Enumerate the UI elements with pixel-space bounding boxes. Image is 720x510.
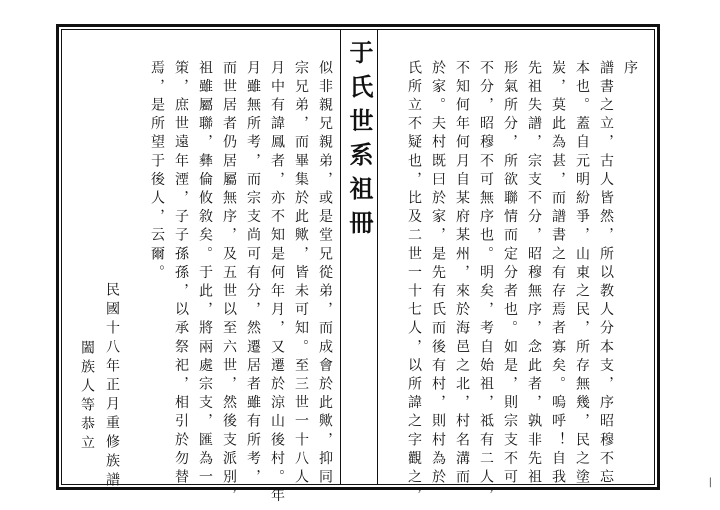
text-column: 本也。蓋自元明紛爭，山東之民，所存無幾，民之塗 [574,60,590,488]
text-column: 宗兄弟，而畢集於此歟，皆未可知。至三世一十八人 [293,60,309,488]
text-column: 形氣所分，所欲聯情而定分者也。如是，則宗支不可 [502,60,518,488]
text-column: 先祖失譜，宗支不分，昭穆無序，念此者，孰非先祖 [526,60,542,488]
text-column: 譜書之立，古人皆然，所以教人分本支，序昭穆不忘 [598,60,614,488]
text-column: 炭，莫此為甚，而譜書之有存焉者寡矣。嗚呼！自我 [550,60,566,488]
text-column: 不知何年何月自某府某州，來於海邑之北，村名溝而 [454,60,470,488]
text-column: 似非親兄親弟，或是堂兄從弟，而成會於此歟，抑同 [317,60,333,488]
page-mark: | [708,477,712,488]
text-column: 不分，昭穆不可無序也。明矣，考自始祖，祗有二人， [478,60,494,507]
date-line: 民國十八年正月重修族譜 [104,282,120,491]
book-title: 于氏世系祖冊 [345,40,374,244]
text-column: 月中有諱鳳者，亦不知是何年月，又遷於涼山後村。年 [269,60,285,507]
text-column: 祖雖屬聯，彝倫攸敘矣。于此，將兩處宗支，匯為一 [197,60,213,488]
preface-heading: 序 [622,60,638,79]
text-column: 氏所立不疑也，比及二世一十七人，以所諱之字觀之， [406,60,422,507]
text-column: 焉，是所望于後人，云爾。 [149,60,165,284]
text-column: 於家。夫村既曰於家，是先有氏而後有村，則村為於 [430,60,446,488]
text-column: 策，庶世遠年湮，子子孫孫，以承祭祀，相引於勿替 [173,60,189,488]
text-column: 月雖無所考，而宗支尚可有分，然遷居者雖有所考， [245,60,261,488]
signature-line: 闔族人等恭立 [79,340,95,454]
text-column: 而世居者仍居屬無序，及五世以至六世，然後支派別， [221,60,237,507]
